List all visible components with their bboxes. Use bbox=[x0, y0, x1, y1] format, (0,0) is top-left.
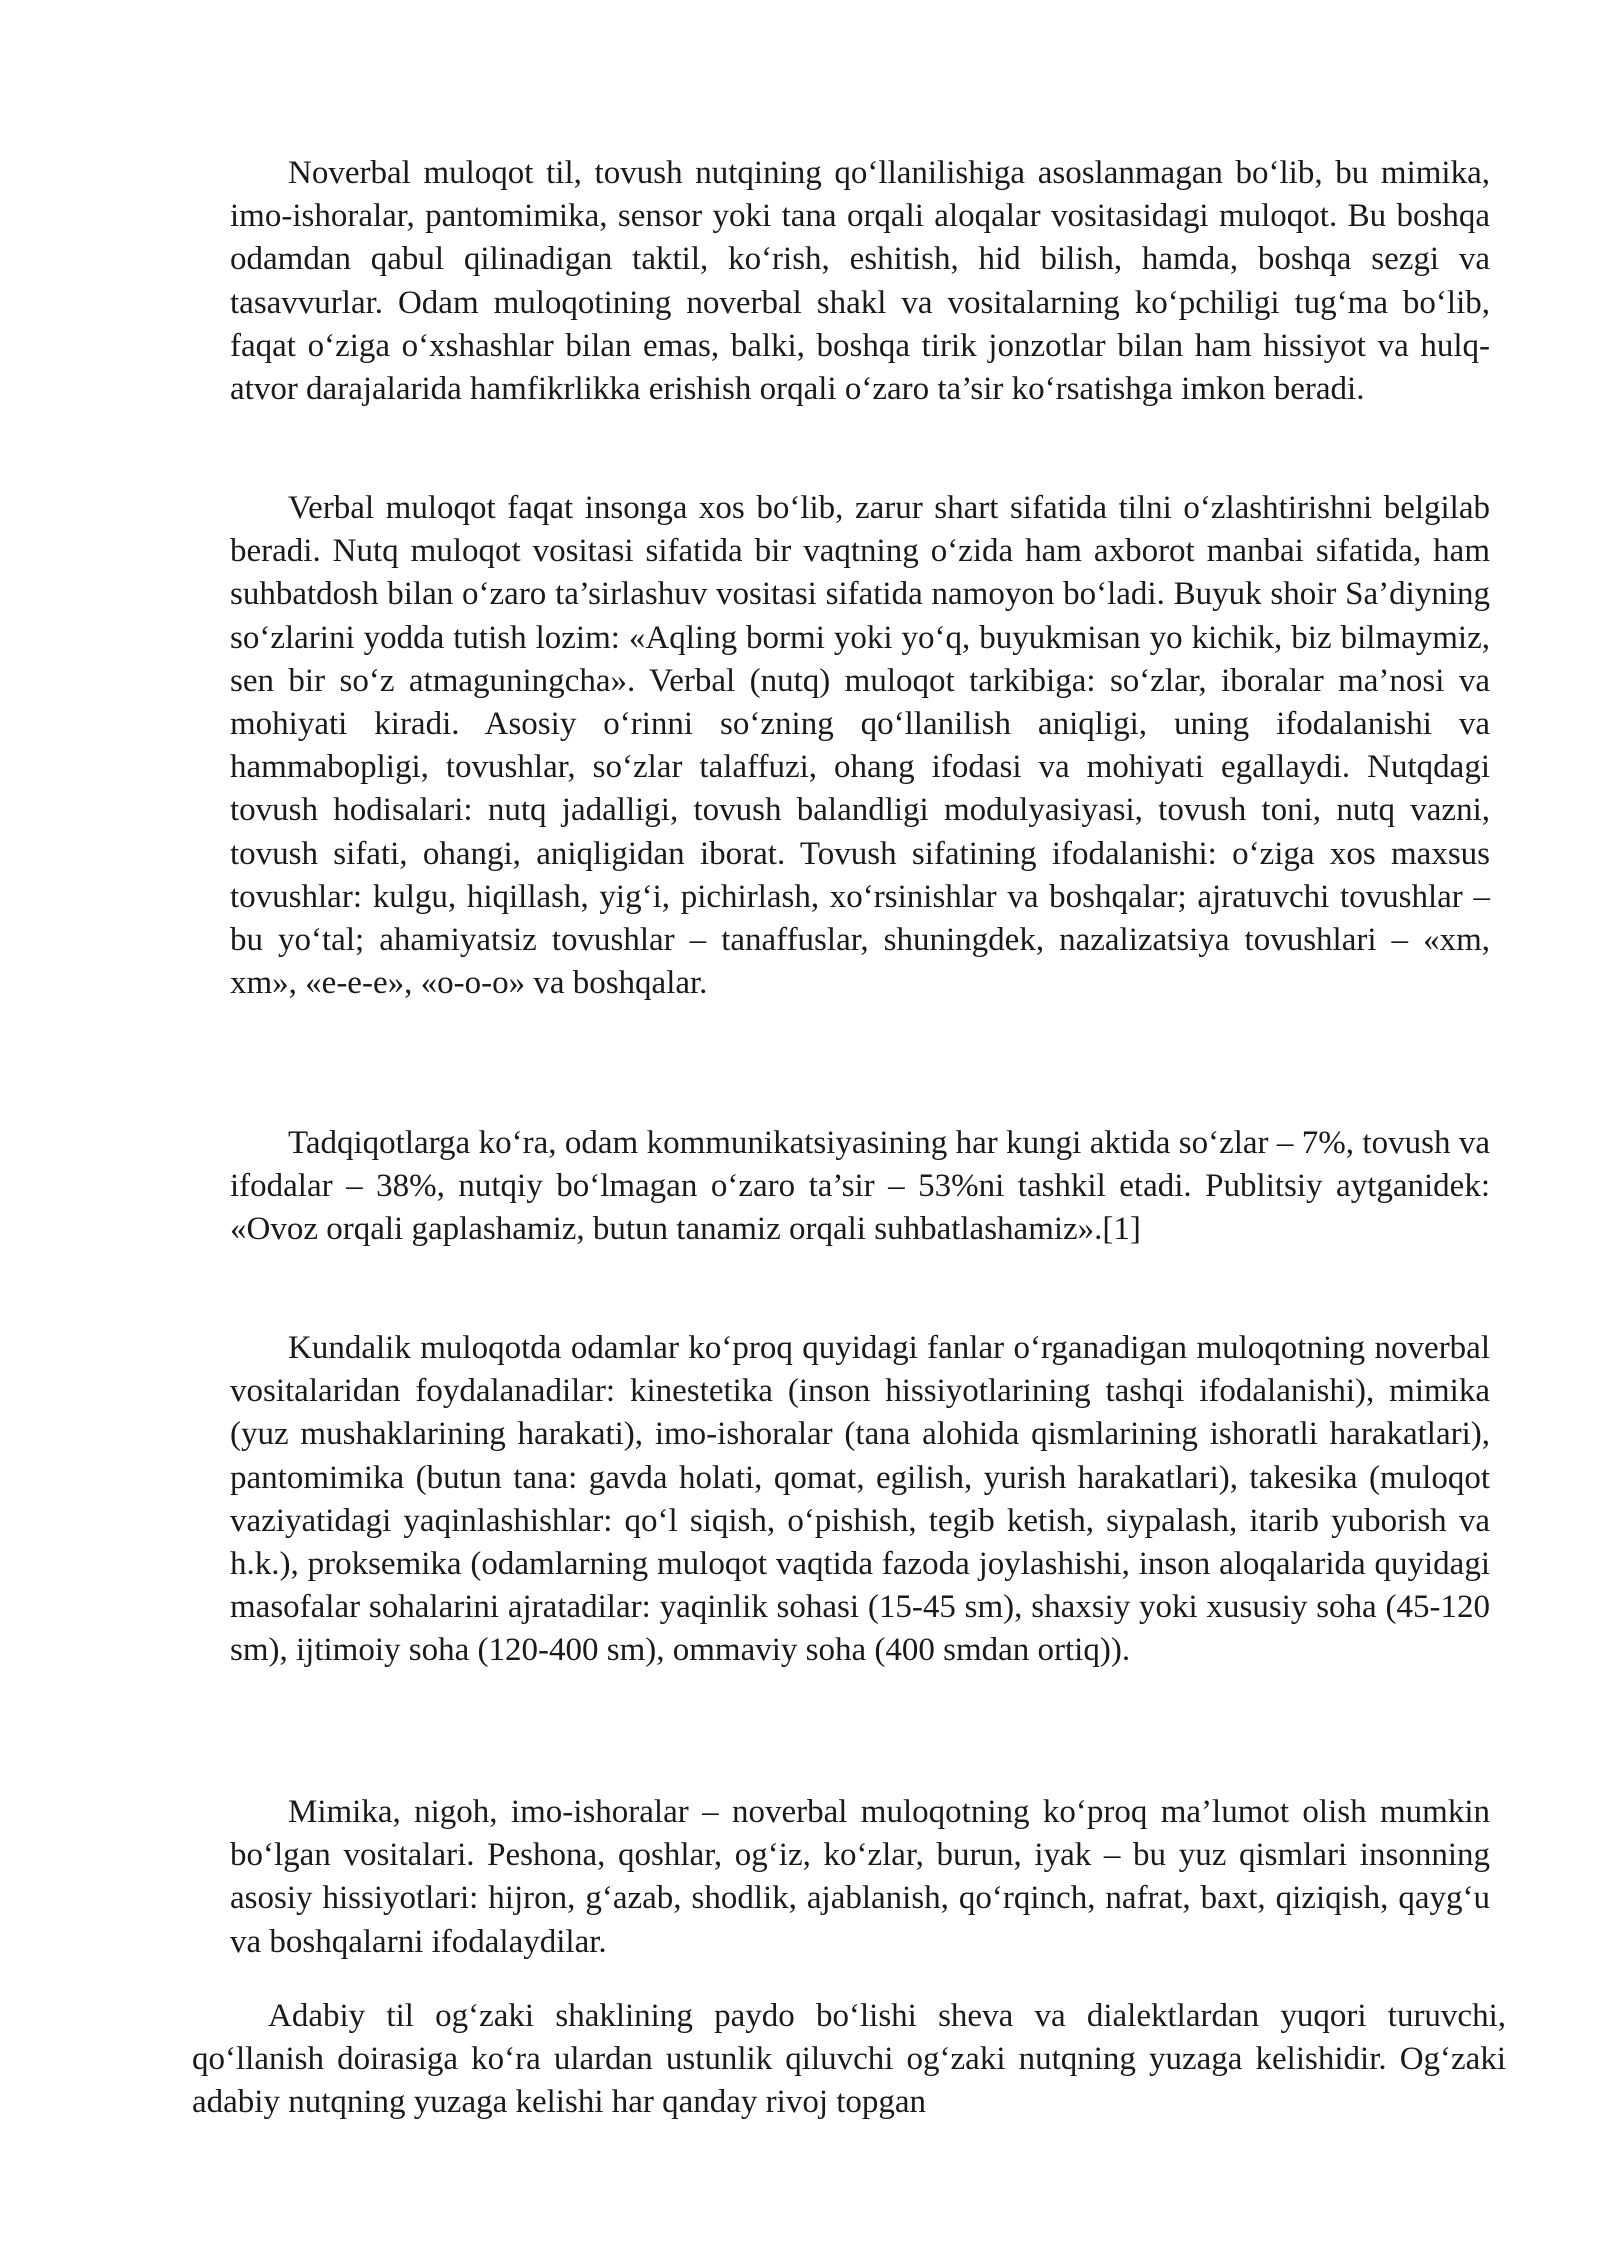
paragraph-mimika bbox=[230, 1791, 1490, 1964]
paragraph-kundalik-muloqot bbox=[230, 1327, 1490, 1673]
paragraph-noverbal bbox=[230, 152, 1490, 411]
paragraph-text: Kundalik muloqotda odamlar ko‘proq quyidagi fanlar o‘rganadigan muloqotning noverbal vositalaridan foydalanadilar: kinestetika (inson hissiyotlarining tashqi ifodalanishi), mimika (yuz mushaklarining harakati), imo-ishoralar (tana alohida qismlarining ishoratli harakatlari), pantomimika (butun tana: gavda holati, qomat, egilish, yurish harakatlari), takesika (muloqot vaziyatidagi yaqinlashishlar: qo‘l siqish, o‘pishish, tegib ketish, siypalash, itarib yuborish va h.k.), proksemika (odamlarning muloqot vaqtida fazoda joylashishi, inson aloqalarida quyidagi masofalar sohalarini ajratadilar: yaqinlik sohasi (15-45 sm), shaxsiy yoki xususiy soha (45-120 sm), ijtimoiy soha (120-400 sm), ommaviy soha (400 smdan ortiq)). bbox=[230, 1330, 1490, 1669]
paragraph-text: Tadqiqotlarga ko‘ra, odam kommunikatsiyasining har kungi aktida so‘zlar – 7%, tovush va ifodalar – 38%, nutqiy bo‘lmagan o‘zaro ta’sir – 53%ni tashkil etadi. Publitsiy aytganidek: «Ovoz orqali gaplashamiz, butun tanamiz orqali suhbatlashamiz».[1] bbox=[230, 1125, 1490, 1248]
paragraph-verbal bbox=[230, 487, 1490, 1005]
paragraph-text: Adabiy til og‘zaki shaklining paydo bo‘lishi sheva va dialektlardan yuqori turuvchi, qo‘llanish doirasiga ko‘ra ulardan ustunlik qiluvchi og‘zaki nutqning yuzaga kelishidir. Og‘zaki adabiy nutqning yuzaga kelishi har qanday rivoj topgan bbox=[192, 1998, 1506, 2121]
paragraph-text: Noverbal muloqot til, tovush nutqining qo‘llanilishiga asoslanmagan bo‘lib, bu mimika, imo-ishoralar, pantomimika, sensor yoki tana orqali aloqalar vositasidagi muloqot. Bu boshqa odamdan qabul qilinadigan taktil, ko‘rish, eshitish, hid bilish, hamda, boshqa sezgi va tasavvurlar. Odam muloqotining noverbal shakl va vositalarning ko‘pchiligi tug‘ma bo‘lib, faqat o‘ziga o‘xshashlar bilan emas, balki, boshqa tirik jonzotlar bilan ham hissiyot va hulq-atvor darajalarida hamfikrlikka erishish orqali o‘zaro ta’sir ko‘rsatishga imkon beradi. bbox=[230, 155, 1490, 408]
paragraph-tadqiqotlar bbox=[230, 1122, 1490, 1252]
paragraph-text: Mimika, nigoh, imo-ishoralar – noverbal muloqotning ko‘proq ma’lumot olish mumkin bo‘lgan vositalari. Peshona, qoshlar, og‘iz, ko‘zlar, burun, iyak – bu yuz qismlari insonning asosiy hissiyotlari: hijron, g‘azab, shodlik, ajablanish, qo‘rqinch, nafrat, baxt, qiziqish, qayg‘u va boshqalarni ifodalaydilar. bbox=[230, 1794, 1490, 1960]
paragraph-text: Verbal muloqot faqat insonga xos bo‘lib, zarur shart sifatida tilni o‘zlashtirishni belgilab beradi. Nutq muloqot vositasi sifatida bir vaqtning o‘zida ham axborot manbai sifatida, ham suhbatdosh bilan o‘zaro ta’sirlashuv vositasi sifatida namoyon bo‘ladi. Buyuk shoir Sa’diyning so‘zlarini yodda tutish lozim: «Aqling bormi yoki yo‘q, buyukmisan yo kichik, biz bilmaymiz, sen bir so‘z atmaguningcha». Verbal (nutq) muloqot tarkibiga: so‘zlar, iboralar ma’nosi va mohiyati kiradi. Asosiy o‘rinni so‘zning qo‘llanilish aniqligi, uning ifodalanishi va hammabopligi, tovushlar, so‘zlar talaffuzi, ohang ifodasi va mohiyati egallaydi. Nutqdagi tovush hodisalari: nutq jadalligi, tovush balandligi modulyasiyasi, tovush toni, nutq vazni, tovush sifati, ohangi, aniqligidan iborat. Tovush sifatining ifodalanishi: o‘ziga xos maxsus tovushlar: kulgu, hiqillash, yig‘i, pichirlash, xo‘rsinishlar va boshqalar; ajratuvchi tovushlar – bu yo‘tal; ahamiyatsiz tovushlar – tanaffuslar, shuningdek, nazalizatsiya tovushlari – «xm, xm», «e-e-e», «o-o-o» va boshqalar. bbox=[230, 490, 1490, 1002]
paragraph-adabiy-til bbox=[192, 1995, 1506, 2125]
